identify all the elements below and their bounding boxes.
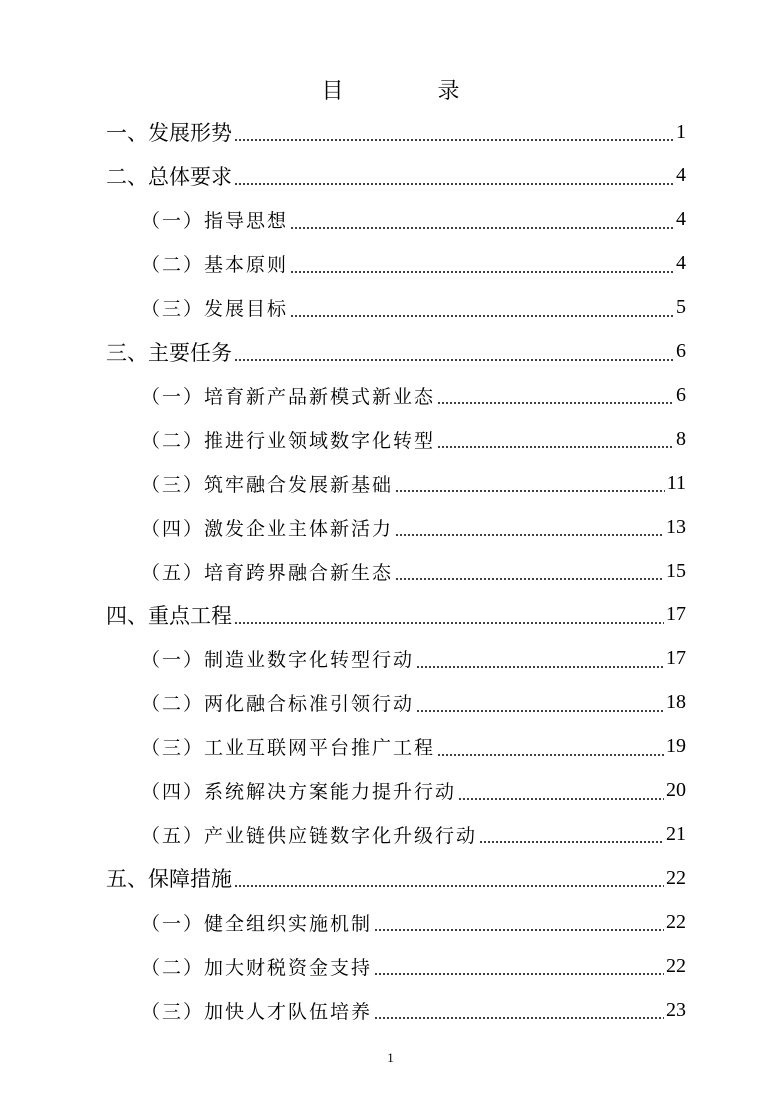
dot-leader [479,841,664,843]
toc-entry-title: （一）培育新产品新模式新业态 [141,385,436,408]
toc-entry-title: （五）培育跨界融合新生态 [141,561,394,584]
toc-entry[interactable] [141,681,686,725]
toc-entry[interactable] [141,769,686,813]
toc-entry-title: （二）推进行业领域数字化转型 [141,429,436,452]
toc-entry[interactable] [141,461,686,505]
toc-entry-page: 11 [666,471,686,494]
toc-entry[interactable] [106,330,686,374]
toc-entry-title: （三）筑牢融合发展新基础 [141,473,394,496]
toc-entry[interactable] [141,286,686,330]
toc-entry[interactable] [106,154,686,198]
dot-leader [234,359,674,361]
dot-leader [395,490,665,492]
toc-entry-page: 4 [676,252,686,275]
toc-entry-page: 17 [666,603,686,626]
toc-entry-page: 13 [666,515,686,538]
toc-entry-title: （一）指导思想 [141,210,289,233]
toc-entry-title: （二）两化融合标准引领行动 [141,693,415,716]
toc-title: 目 录 [321,79,496,104]
toc-entry-title: 一、发展形势 [106,121,232,145]
toc-entry-page: 5 [676,296,686,319]
toc-entry-page: 20 [666,779,686,801]
dot-leader [290,227,674,229]
dot-leader [437,402,674,404]
toc-entry-page: 22 [666,954,686,977]
toc-entry-page: 21 [666,822,686,845]
toc-entry-page: 4 [676,164,686,187]
toc-entry[interactable] [106,110,686,154]
page-number-footer: 1 [387,1050,394,1065]
dot-leader [458,798,664,800]
toc-entry-page: 22 [666,910,686,933]
toc-entry[interactable] [141,198,686,242]
dot-leader [437,754,664,756]
toc-entry[interactable] [141,637,686,681]
toc-entry-title: 二、总体要求 [106,164,232,189]
toc-entry-page: 15 [666,559,686,582]
toc-entry-page: 6 [676,340,686,362]
dot-leader [234,183,674,185]
toc-entry-title: （一）健全组织实施机制 [141,912,373,935]
toc-entry-page: 1 [676,120,686,143]
dot-leader [437,446,674,448]
toc-entry[interactable] [141,373,686,417]
dot-leader [290,315,674,317]
dot-leader [416,666,664,668]
toc-entry[interactable] [106,593,686,637]
dot-leader [234,139,674,141]
toc-entry-title: （二）加大财税资金支持 [141,956,373,979]
toc-entry[interactable] [141,505,686,549]
toc-entry-page: 23 [666,998,686,1021]
toc-entry-page: 17 [666,647,686,670]
dot-leader [395,578,664,580]
toc-entry-title: （五）产业链供应链数字化升级行动 [141,824,478,847]
toc-entry[interactable] [141,242,686,286]
toc-entry[interactable] [141,900,686,944]
toc-entry[interactable] [141,944,686,988]
toc-entry-title: 四、重点工程 [106,603,232,628]
toc-entry-title: （三）发展目标 [141,298,289,321]
toc-entry[interactable] [141,725,686,769]
toc-entry[interactable] [141,417,686,461]
dot-leader [374,973,664,975]
toc-entry-title: （三）工业互联网平台推广工程 [141,737,436,760]
toc-entry-title: （一）制造业数字化转型行动 [141,649,415,672]
toc-entry-title: （四）激发企业主体新活力 [141,517,394,540]
toc-entry-title: 三、主要任务 [106,340,232,365]
toc-entry-page: 4 [676,208,686,231]
toc-entry-page: 19 [666,735,686,758]
toc-entry[interactable] [106,856,686,900]
toc-entry-title: （四）系统解决方案能力提升行动 [141,781,457,803]
dot-leader [374,1017,664,1019]
dot-leader [234,622,664,624]
toc-entry-page: 6 [676,383,686,406]
toc-entry[interactable] [141,812,686,856]
toc-entry[interactable] [141,988,686,1032]
toc-entry-title: 五、保障措施 [106,867,232,892]
toc-entry-title: （二）基本原则 [141,254,289,277]
dot-leader [374,929,664,931]
dot-leader [416,710,664,712]
dot-leader [395,534,664,536]
dot-leader [234,885,664,887]
toc-entry-page: 18 [666,691,686,714]
dot-leader [290,271,674,273]
toc-entry-title: （三）加快人才队伍培养 [141,1000,373,1023]
toc-entry[interactable] [141,549,686,593]
toc-entry-page: 22 [666,866,686,889]
toc-entry-page: 8 [676,427,686,450]
